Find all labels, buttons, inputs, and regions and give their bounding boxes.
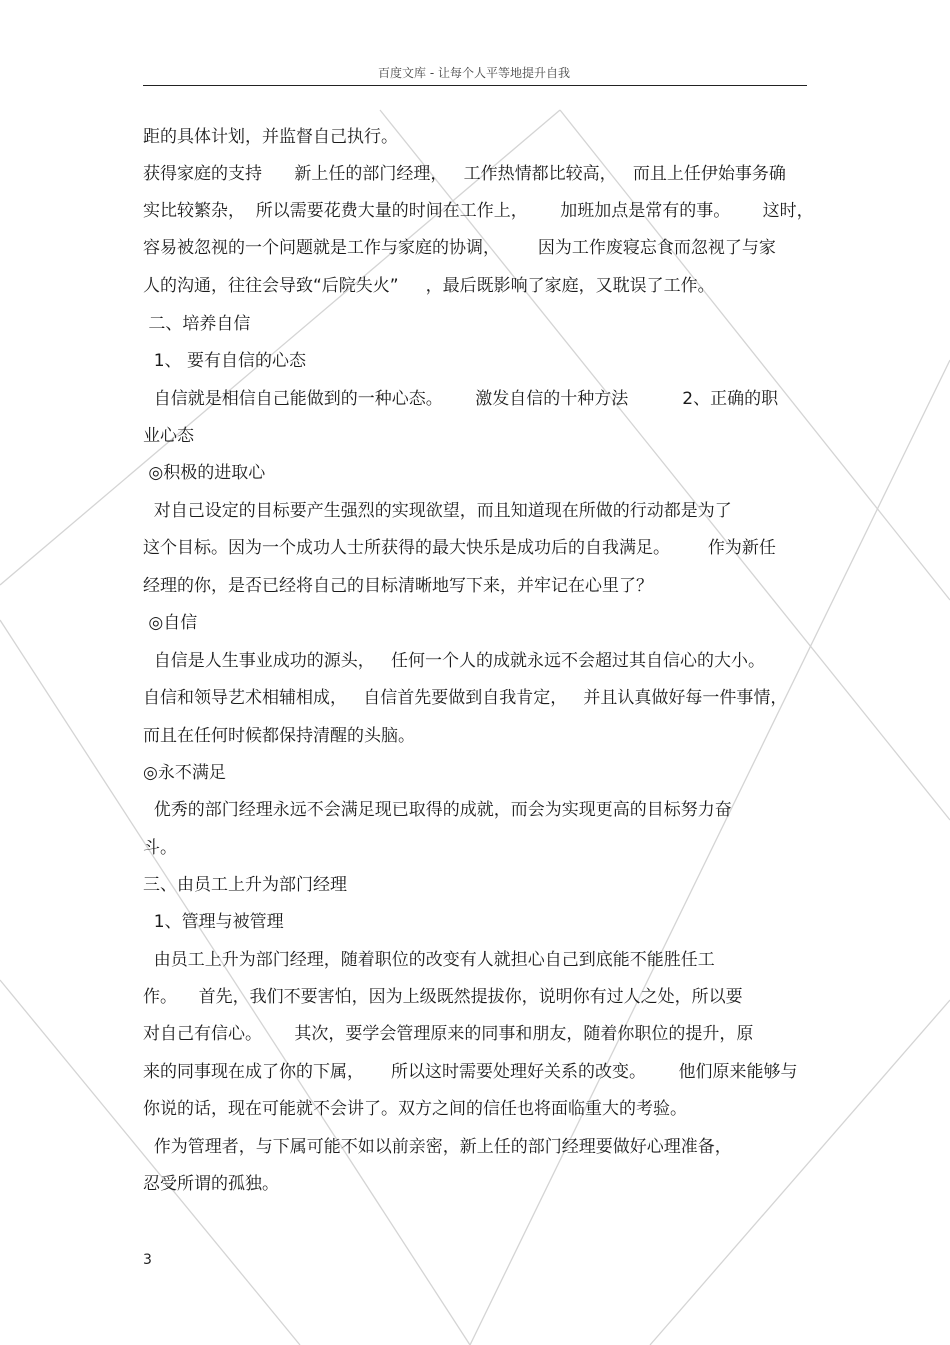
text-line: 容易被忽视的一个问题就是工作与家庭的协调， 因为工作废寝忘食而忽视了与家 xyxy=(143,238,776,258)
text-line: 优秀的部门经理永远不会满足现已取得的成就，而会为实现更高的目标努力奋 xyxy=(143,800,732,820)
text-line: 业心态 xyxy=(143,426,194,446)
text-line: 由员工上升为部门经理，随着职位的改变有人就担心自己到底能不能胜任工 xyxy=(143,950,715,970)
subsection-heading: 1、 要有自信的心态 xyxy=(143,351,307,371)
text-line: 你说的话，现在可能就不会讲了。双方之间的信任也将面临重大的考验。 xyxy=(143,1099,687,1119)
text-line: 作为管理者，与下属可能不如以前亲密，新上任的部门经理要做好心理准备， xyxy=(143,1137,732,1157)
text-line: 实比较繁杂， 所以需要花费大量的时间在工作上， 加班加点是常有的事。 这时， xyxy=(143,201,814,221)
text-line: 对自己设定的目标要产生强烈的实现欲望，而且知道现在所做的行动都是为了 xyxy=(143,501,732,521)
subsection-heading: 1、管理与被管理 xyxy=(143,912,284,932)
text-line: 经理的你，是否已经将自己的目标清晰地写下来，并牢记在心里了？ xyxy=(143,576,653,596)
text-line: 对自己有信心。 其次，要学会管理原来的同事和朋友，随着你职位的提升，原 xyxy=(143,1024,754,1044)
bullet-heading: ◎永不满足 xyxy=(143,763,226,783)
text-line: 忍受所谓的孤独。 xyxy=(143,1174,279,1194)
text-line: 来的同事现在成了你的下属， 所以这时需要处理好关系的改变。 他们原来能够与 xyxy=(143,1062,798,1082)
text-line: 而且在任何时候都保持清醒的头脑。 xyxy=(143,726,415,746)
text-line: 斗。 xyxy=(143,838,177,858)
bullet-heading: ◎自信 xyxy=(143,613,198,633)
text-line: 距的具体计划，并监督自己执行。 xyxy=(143,127,398,147)
header-title: 百度文库 - 让每个人平等地提升自我 xyxy=(378,66,570,80)
text-line: 自信就是相信自己能做到的一种心态。 激发自信的十种方法 2、正确的职 xyxy=(143,389,779,409)
text-line: 自信和领导艺术相辅相成， 自信首先要做到自我肯定， 并且认真做好每一件事情， xyxy=(143,688,788,708)
text-line: 作。 首先，我们不要害怕，因为上级既然提拔你，说明你有过人之处，所以要 xyxy=(143,987,743,1007)
text-line: 获得家庭的支持 新上任的部门经理， 工作热情都比较高， 而且上任伊始事务确 xyxy=(143,164,786,184)
section-heading: 二、培养自信 xyxy=(143,314,251,334)
section-heading: 三、由员工上升为部门经理 xyxy=(143,875,347,895)
text-line: 人的沟通，往往会导致“后院失火” ，最后既影响了家庭，又耽误了工作。 xyxy=(143,276,715,296)
page-number: 3 xyxy=(143,1252,152,1268)
text-line: 这个目标。因为一个成功人士所获得的最大快乐是成功后的自我满足。 作为新任 xyxy=(143,538,776,558)
text-line: 自信是人生事业成功的源头， 任何一个人的成就永远不会超过其自信心的大小。 xyxy=(143,651,766,671)
bullet-heading: ◎积极的进取心 xyxy=(143,463,266,483)
header-divider xyxy=(143,85,807,86)
